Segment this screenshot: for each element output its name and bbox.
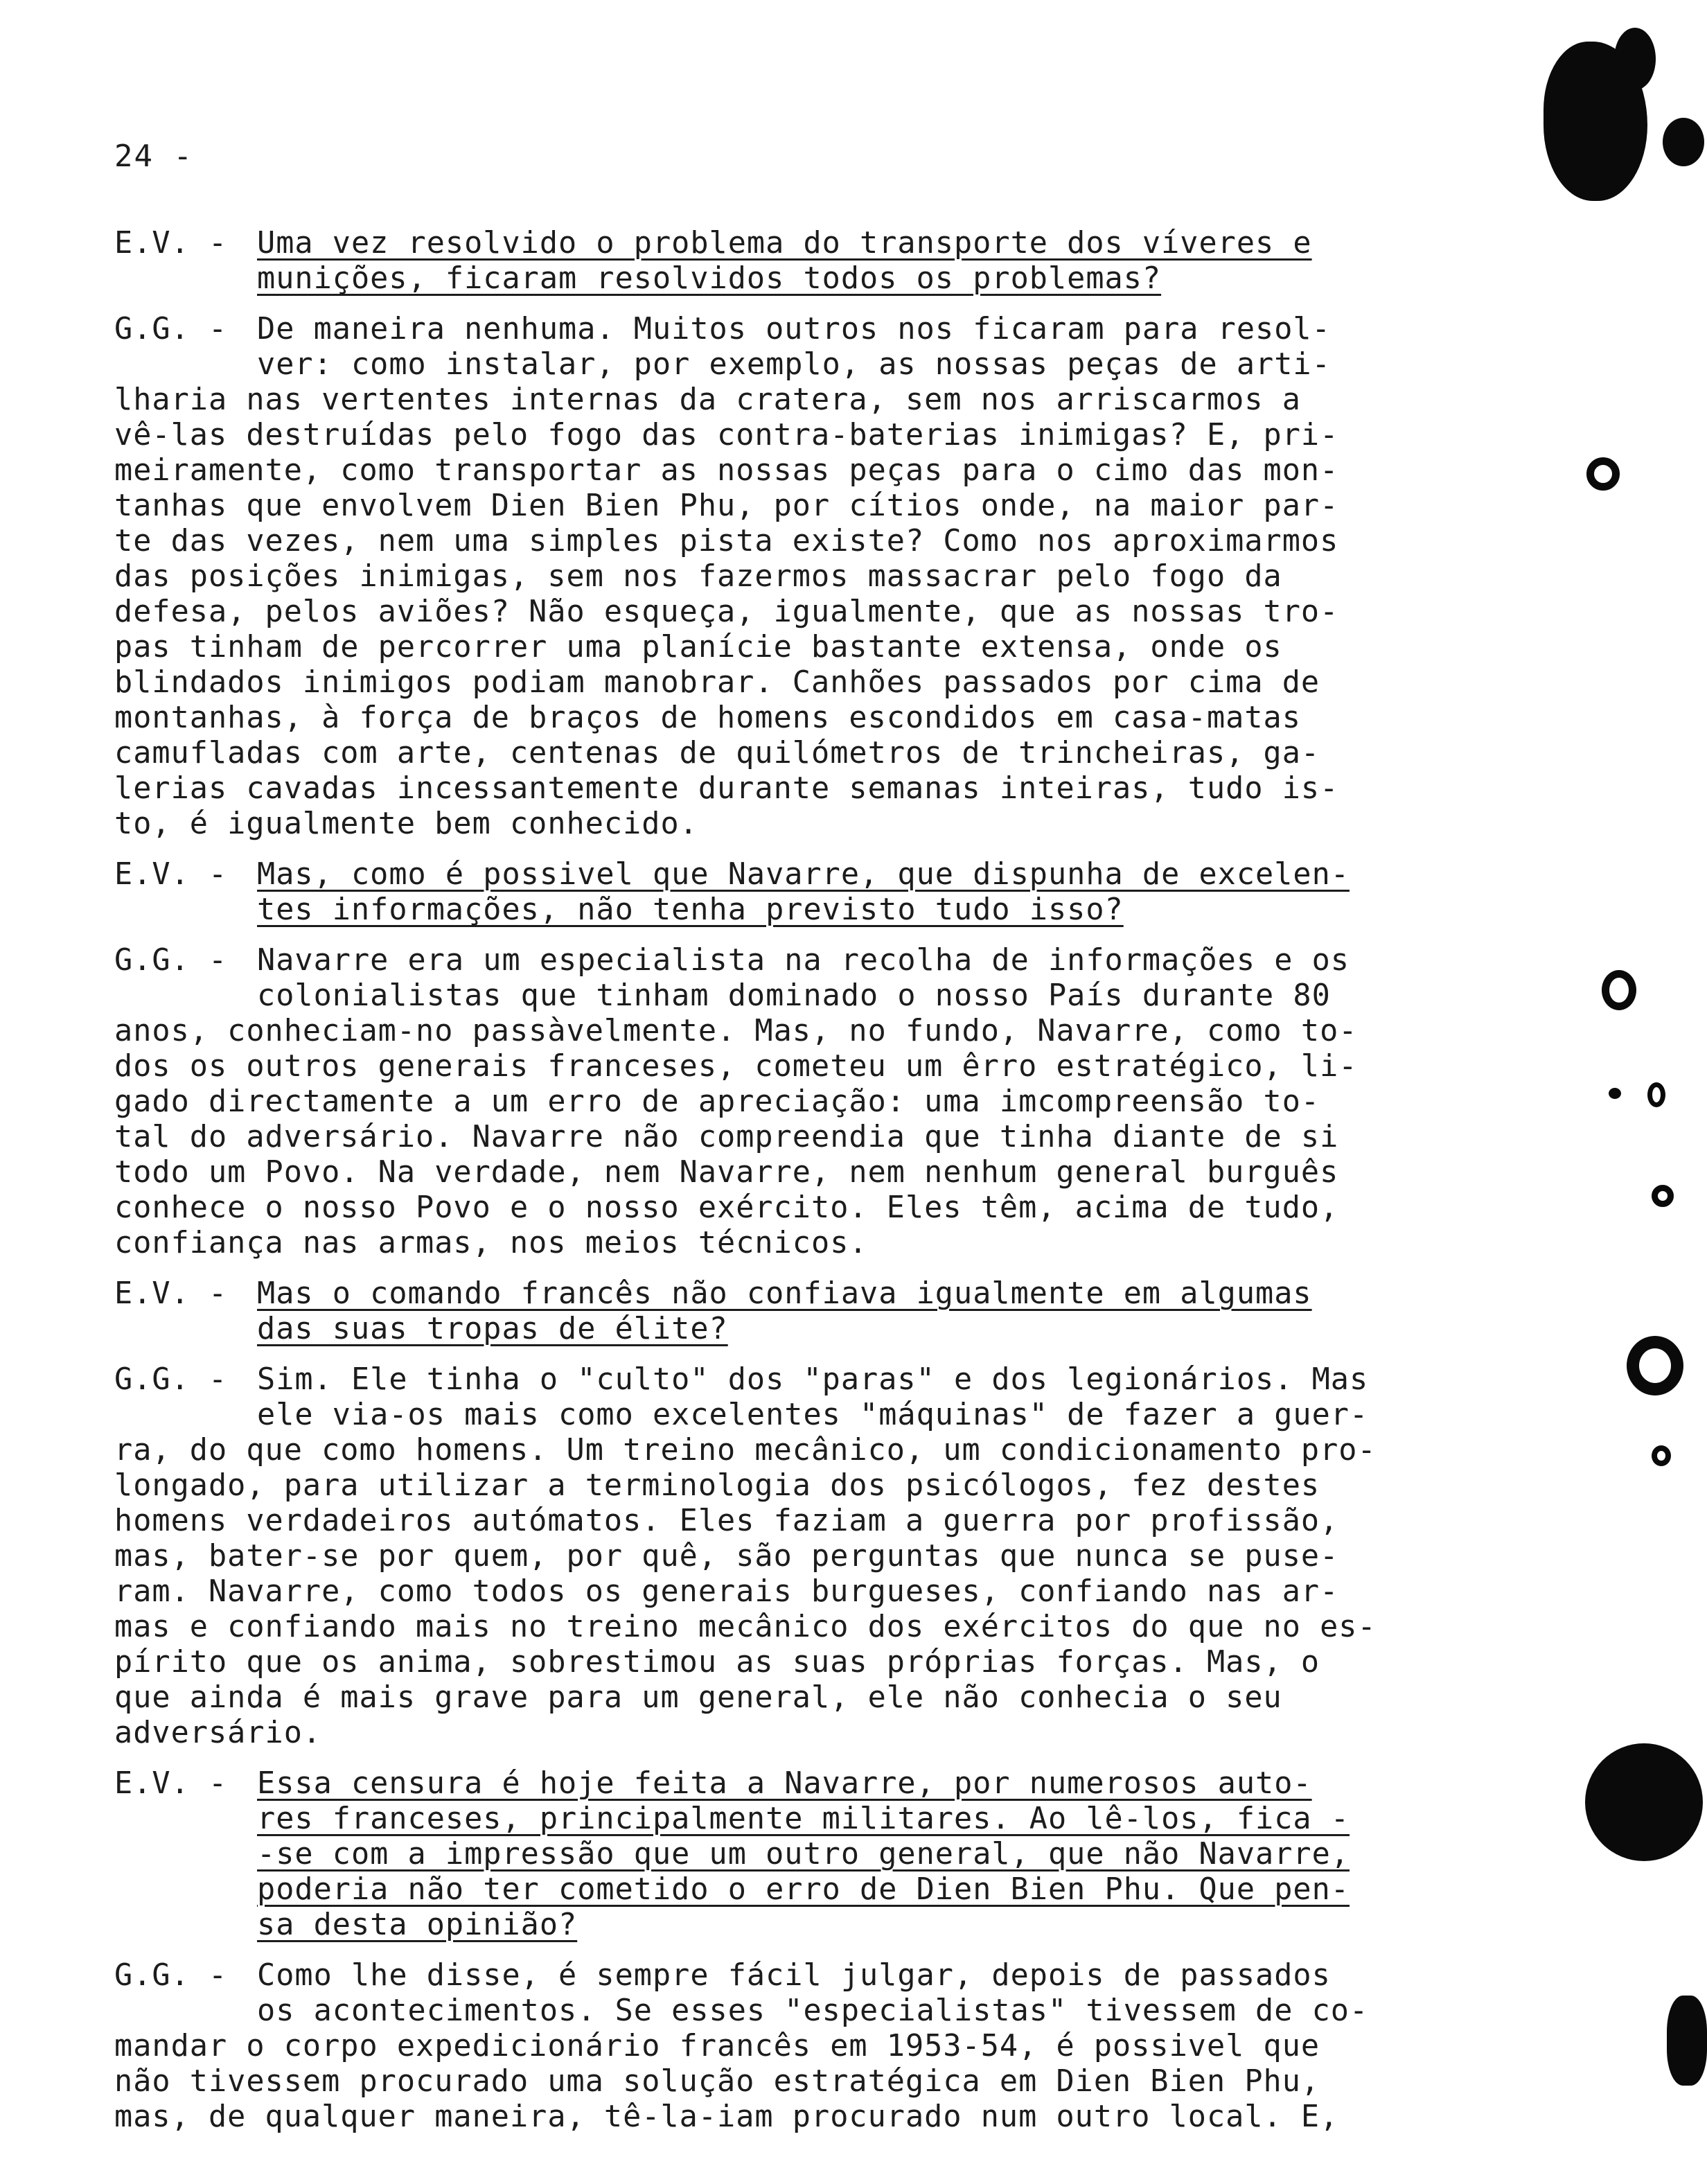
text-line: gado directamente a um erro de apreciação: uma imcompreensão to- <box>114 1084 1320 1119</box>
text-line: sa desta opinião? <box>257 1908 578 1942</box>
question-block <box>114 1276 1514 1347</box>
punch-hole-decoration <box>1627 1336 1683 1395</box>
text-line: ver: como instalar, por exemplo, as nossas peças de arti- <box>257 347 1331 382</box>
text-line: Sim. Ele tinha o "culto" dos "paras" e dos legionários. Mas <box>257 1362 1369 1397</box>
speaker-label: E.V. - <box>114 226 228 261</box>
text-line: mas, de qualquer maneira, tê-la-iam procurado num outro local. E, <box>114 2099 1339 2134</box>
text-line: mas, bater-se por quem, por quê, são perguntas que nunca se puse- <box>114 1539 1339 1574</box>
text-line: Uma vez resolvido o problema do transporte dos víveres e <box>257 226 1312 261</box>
text-line: blindados inimigos podiam manobrar. Canhões passados por cima de <box>114 665 1320 700</box>
text-line: De maneira nenhuma. Muitos outros nos ficaram para resol- <box>257 312 1331 346</box>
speaker-label: G.G. - <box>114 312 228 346</box>
text-line: mas e confiando mais no treino mecânico dos exércitos do que no es- <box>114 1610 1377 1644</box>
text-line: ram. Navarre, como todos os generais burgueses, confiando nas ar- <box>114 1574 1339 1609</box>
page-number: 24 - <box>114 139 193 174</box>
speaker-label: E.V. - <box>114 1766 228 1801</box>
text-line: Mas o comando francês não confiava igualmente em algumas <box>257 1276 1312 1311</box>
text-line: te das vezes, nem uma simples pista existe? Como nos aproximarmos <box>114 524 1339 558</box>
ink-blot-decoration <box>1667 1996 1707 2086</box>
question-block <box>114 857 1514 928</box>
text-line: tal do adversário. Navarre não compreendia que tinha diante de si <box>114 1120 1339 1154</box>
text-line: Navarre era um especialista na recolha de informações e os <box>257 943 1350 978</box>
text-line: montanhas, à força de braços de homens escondidos em casa-matas <box>114 701 1301 735</box>
ink-blot-decoration <box>1585 1743 1703 1861</box>
text-line: res franceses, principalmente militares. Ao lê-los, fica - <box>257 1802 1350 1836</box>
text-line: lerias cavadas incessantemente durante semanas inteiras, tudo is- <box>114 771 1339 806</box>
speaker-label: E.V. - <box>114 857 228 892</box>
text-line: adversário. <box>114 1716 322 1750</box>
text-line: camufladas com arte, centenas de quilómetros de trincheiras, ga- <box>114 736 1320 770</box>
punch-hole-decoration <box>1602 970 1636 1010</box>
ink-blot-decoration <box>1609 1088 1621 1099</box>
punch-hole-decoration <box>1652 1445 1671 1466</box>
ink-blot-decoration <box>1614 28 1656 90</box>
text-line: Mas, como é possivel que Navarre, que dispunha de excelen- <box>257 857 1350 892</box>
text-line: das posições inimigas, sem nos fazermos massacrar pelo fogo da <box>114 559 1282 594</box>
answer-block <box>114 1958 1514 2135</box>
text-line: munições, ficaram resolvidos todos os problemas? <box>257 261 1162 296</box>
text-line: pas tinham de percorrer uma planície bastante extensa, onde os <box>114 630 1282 664</box>
interview-text <box>114 226 1514 2150</box>
speaker-label: G.G. - <box>114 1362 228 1397</box>
punch-hole-decoration <box>1586 457 1620 491</box>
text-line: to, é igualmente bem conhecido. <box>114 807 698 841</box>
text-line: mandar o corpo expedicionário francês em 1953-54, é possivel que <box>114 2029 1320 2063</box>
text-line: colonialistas que tinham dominado o nosso País durante 80 <box>257 978 1331 1013</box>
answer-block <box>114 1362 1514 1751</box>
text-line: não tivessem procurado uma solução estratégica em Dien Bien Phu, <box>114 2064 1320 2099</box>
text-line: vê-las destruídas pelo fogo das contra-baterias inimigas? E, pri- <box>114 418 1339 452</box>
speaker-label: G.G. - <box>114 943 228 978</box>
text-line: defesa, pelos aviões? Não esqueça, igualmente, que as nossas tro- <box>114 595 1339 629</box>
text-line: tanhas que envolvem Dien Bien Phu, por cítios onde, na maior par- <box>114 488 1339 523</box>
ink-blot-decoration <box>1663 118 1704 166</box>
text-line: ele via-os mais como excelentes "máquinas" de fazer a guer- <box>257 1398 1369 1432</box>
answer-block <box>114 943 1514 1261</box>
text-line: lharia nas vertentes internas da cratera, sem nos arriscarmos a <box>114 382 1301 417</box>
text-line: ra, do que como homens. Um treino mecânico, um condicionamento pro- <box>114 1433 1377 1468</box>
punch-hole-decoration <box>1652 1185 1674 1207</box>
question-block <box>114 226 1514 297</box>
text-line: -se com a impressão que um outro general, que não Navarre, <box>257 1837 1350 1872</box>
text-line: longado, para utilizar a terminologia dos psicólogos, fez destes <box>114 1468 1320 1503</box>
text-line: das suas tropas de élite? <box>257 1312 728 1346</box>
question-block <box>114 1766 1514 1943</box>
punch-hole-decoration <box>1647 1082 1665 1107</box>
speaker-label: E.V. - <box>114 1276 228 1311</box>
text-line: que ainda é mais grave para um general, ele não conhecia o seu <box>114 1680 1282 1715</box>
text-line: Como lhe disse, é sempre fácil julgar, depois de passados <box>257 1958 1331 1993</box>
text-line: Essa censura é hoje feita a Navarre, por numerosos auto- <box>257 1766 1312 1801</box>
text-line: confiança nas armas, nos meios técnicos. <box>114 1226 868 1260</box>
text-line: tes informações, não tenha previsto tudo isso? <box>257 892 1124 927</box>
text-line: todo um Povo. Na verdade, nem Navarre, nem nenhum general burguês <box>114 1155 1339 1190</box>
speaker-label: G.G. - <box>114 1958 228 1993</box>
text-line: homens verdadeiros autómatos. Eles faziam a guerra por profissão, <box>114 1504 1339 1538</box>
answer-block <box>114 312 1514 842</box>
text-line: dos os outros generais franceses, cometeu um êrro estratégico, li- <box>114 1049 1358 1084</box>
text-line: os acontecimentos. Se esses "especialistas" tivessem de co- <box>257 1993 1369 2028</box>
text-line: meiramente, como transportar as nossas peças para o cimo das mon- <box>114 453 1339 488</box>
text-line: pírito que os anima, sobrestimou as suas próprias forças. Mas, o <box>114 1645 1320 1680</box>
text-line: anos, conheciam-no passàvelmente. Mas, no fundo, Navarre, como to- <box>114 1014 1358 1048</box>
text-line: poderia não ter cometido o erro de Dien Bien Phu. Que pen- <box>257 1872 1350 1907</box>
text-line: conhece o nosso Povo e o nosso exército. Eles têm, acima de tudo, <box>114 1190 1339 1225</box>
